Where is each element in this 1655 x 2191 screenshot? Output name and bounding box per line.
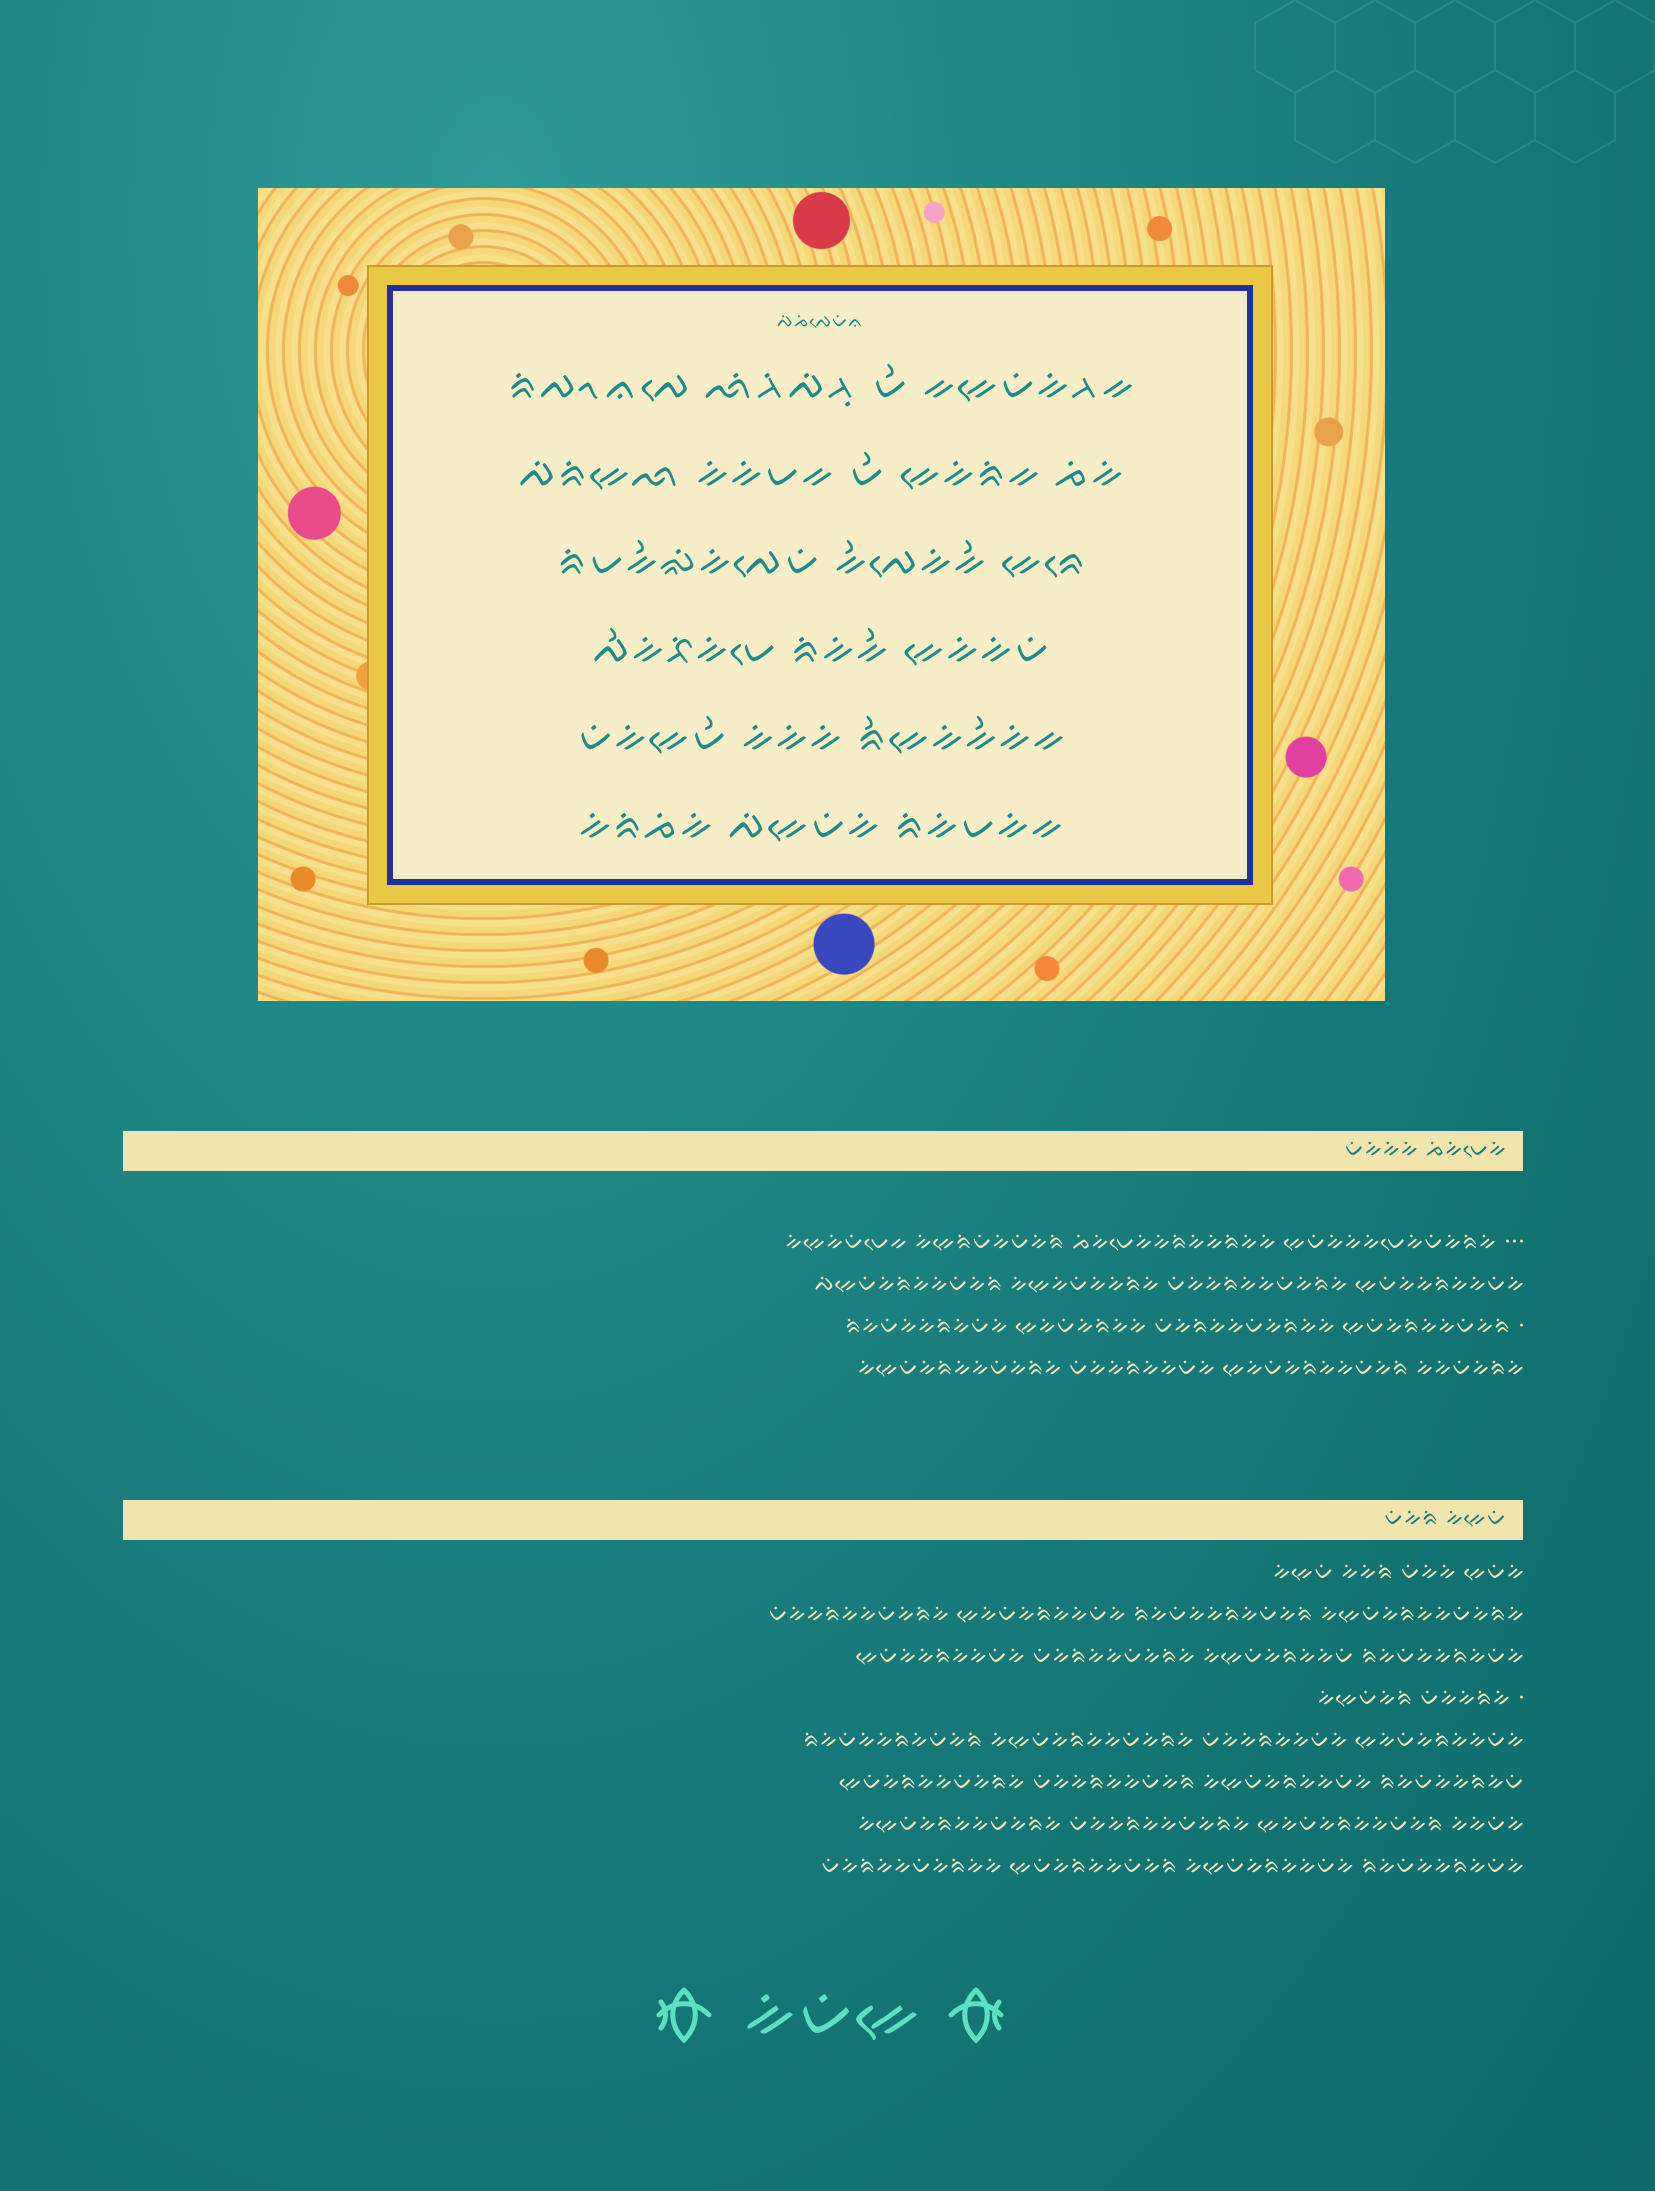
- paragraph-line: ᨑᨗᨀᨗᨆᨗᨀᨗᨀᨗᨑᨗᨀᨗᨆᨗᨀᨗᨑᨗ ᨀᨗᨀᨙᨆᨗᨀᨗᨑᨗᨀᨗᨀᨗᨆᨗᨀᨗᨑᨗᨀᨗ ᨆᨗᨀᨗᨀᨗᨑᨗᨀᨗᨀᨗᨆᨗᨀᨗ ᨀᨙᨀᨗᨆᨗᨀᨗᨑᨗᨀᨗᨀᨗᨆᨗᨀᨗ: [803, 1728, 1525, 1753]
- paragraph-line: ᨀᨗᨀᨙᨀᨗᨆᨗᨆᨙᨀ ᨀᨗᨀᨙᨑᨗᨆᨗᨀᨗᨆᨗᨀᨗᨑᨗ ᨍᨗᨀᨗᨆᨙᨀᨗᨀᨗᨑᨗᨀᨗᨀᨗᨑᨗᨀᨗᨀᨗ ᨀᨙᨆᨗᨀᨗᨀᨗᨀᨗᨆᨙᨀᨗᨆᨗᨀᨗᨑᨗᨀᨗ ···: [785, 1230, 1525, 1255]
- hexagon-pattern-icon: [1235, 0, 1655, 200]
- calligraphy-line: ᨄᨛᨀᨗᨅᨗᨀᨗᨆᨙ ᨑᨗᨀᨗᨀᨛ ᨀᨙᨀᨗᨀᨗᨆᨗ: [590, 627, 1050, 673]
- calligraphy-line: ᨄᨗᨑᨗᨀᨙᨒ ᨀᨗᨀᨗᨆᨀ ᨆᨛ ᨀᨙᨀᨗᨑᨗᨀ ᨍᨗᨀᨗ: [516, 451, 1124, 497]
- section-paragraph: [125, 1552, 1525, 1888]
- section-title-bar: ᨆᨗᨀᨗᨀᨗᨀᨗ ᨍᨗᨀᨗᨆᨙᨀᨗ: [123, 1131, 1523, 1171]
- footer-ornament: [540, 1965, 1120, 2065]
- paragraph-line: ᨑᨗᨀᨗᨆᨗᨀᨗᨀᨗᨑᨗᨀᨗᨆᨗᨀᨗ ᨀᨙᨀᨗᨆᨗᨀᨗᨑᨗᨀᨗᨀᨗ ᨆᨗᨀᨗᨑᨗᨀᨗᨀᨗᨆᨗᨀᨗᨑᨗᨀᨗᨀᨗ ᨀᨙᨆᨗᨀᨗᨑᨗᨀᨗᨀᨗᨆᨗᨀᨗᨑᨗ ·: [845, 1314, 1525, 1339]
- calligraphy-line: ᨀᨗᨑᨗᨍᨗᨀᨗ ᨄᨗᨀᨙᨆᨗᨀᨗ ᨑᨗᨀᨗᨆᨀᨗᨀ: [577, 803, 1063, 849]
- illuminated-manuscript: [258, 188, 1385, 1001]
- paragraph-line: ᨆᨗᨀᨗᨑᨗᨀᨗᨀᨗᨆᨗᨀᨗᨑᨗᨀᨗᨀᨗ ᨀᨙᨆᨗᨀᨗᨑᨗᨀᨗᨀᨗᨆᨗᨀᨗᨑᨗ ᨀᨗᨀᨙᨆᨗᨀᨗᨑᨗᨀᨗᨀᨗᨆᨗᨀᨗ ᨑᨗᨀᨗᨆᨗᨀᨗᨀᨗᨑᨗᨀᨗᨆᨗᨀᨗ: [821, 1854, 1525, 1879]
- fleur-de-lis-left-icon: [649, 1980, 719, 2050]
- calligraphy-heading: ᨄᨗᨍᨗᨄᨙᨆᨗᨊ: [776, 311, 864, 332]
- manuscript-inner-panel: [387, 285, 1253, 885]
- paragraph-line: ᨀᨗᨀᨙᨆᨗᨀᨗᨑᨗᨀᨗᨀᨗᨆᨗᨀᨗᨑᨗᨀᨗ ᨆᨗᨀᨗᨀᨗᨑᨗᨀᨗᨀᨗᨆᨗᨀᨗᨑᨗᨀᨗ ᨀᨙᨀᨗᨆᨗᨀᨗᨑᨗᨀᨗᨀᨗᨆᨗᨀᨗᨑᨗ ᨀᨗᨀᨗᨆᨗᨀᨗ: [858, 1812, 1525, 1837]
- fleur-de-lis-right-icon: [941, 1980, 1011, 2050]
- section-paragraph: [125, 1222, 1525, 1390]
- calligraphy-line: ᨆᨗᨀᨗᨀᨙᨆᨛ ᨀᨗᨀᨗᨀᨗ ᨑᨛᨀᨙᨀᨗᨀᨛᨀᨗᨀ: [575, 715, 1065, 761]
- manuscript-frame: [367, 265, 1273, 905]
- paragraph-line: ᨀᨙᨆᨗᨀᨗᨀᨗᨑᨗᨀᨗᨀᨗᨆᨗᨀᨗ ᨆᨗᨀᨗᨑᨗᨀᨗᨀᨗᨆᨗᨀᨗᨑᨗᨀᨗ ᨀᨗᨀᨙᨆᨗᨀᨗᨑᨗᨀᨗᨀᨗᨆᨗ ᨑᨗᨀᨗᨆᨗᨀᨗᨀᨗᨑᨗᨀᨗᨆᨗᨀᨗ: [856, 1644, 1525, 1669]
- paragraph-line: ᨀᨙᨆᨗᨀᨗᨑᨗᨀᨗᨀᨗᨆᨗᨀᨗᨑᨗᨀᨗ ᨆᨗᨀᨗᨀᨗᨑᨗᨀᨗᨀᨗᨆᨗᨀᨗᨑᨗ ᨀᨗᨀᨙᨆᨗᨀᨗᨑᨗᨀᨗᨀᨗᨆᨗᨀᨗ ᨑᨗᨀᨗᨆᨗᨀᨗᨀᨗᨑᨗᨀᨗᨆᨗ: [839, 1770, 1525, 1795]
- ornament-word: ᨀᨗᨆᨗᨀᨙ: [741, 1978, 919, 2052]
- calligraphy-line: ᨑᨗᨆᨀᨛᨋᨗᨀᨗᨄᨙᨆᨗ ᨀᨛᨄᨙᨀᨗᨀᨛ ᨀᨙᨑᨙ: [555, 539, 1085, 585]
- paragraph-line: ᨆᨗᨀᨗᨀᨗᨑᨗᨀᨗᨀᨗᨆᨗᨀᨗᨑᨗᨀᨗ ᨀᨙᨀᨗᨆᨗᨀᨗᨑᨗᨀᨗᨀᨗᨆᨗᨀᨗ ᨑᨗᨀᨗᨆᨗᨀᨗᨀᨗᨑᨗᨀᨗᨆᨗᨀᨗᨑᨗ ᨀᨗᨀᨙᨆᨗᨀᨗᨑᨗᨀᨗᨀᨗᨆᨗᨀᨗᨑᨗᨀᨗ: [768, 1602, 1525, 1627]
- paragraph-line: ᨀᨗᨀᨙᨆᨗ ᨀᨗᨀᨗᨑᨗ ᨆᨗᨀᨗᨀᨗ ᨀᨙᨆᨗᨀᨗ: [1273, 1560, 1525, 1585]
- calligraphy-text: [423, 311, 1217, 865]
- paragraph-line: ᨀᨗᨀᨙᨆᨗᨀᨗᨑᨗ ᨆᨗᨀᨗᨀᨗᨑᨗᨀᨗ ·: [1317, 1686, 1525, 1711]
- calligraphy-line: ᨑᨗᨄᨚᨊᨄᨙ ᨒᨗᨂᨗᨄᨗᨂᨘ ᨆᨛ ᨀᨀᨙᨆᨗᨀᨗᨂᨀ: [506, 363, 1134, 409]
- paragraph-line: ᨀᨗᨀᨙᨆᨗᨀᨗᨑᨗᨀᨗᨀᨗᨆᨗᨀᨗᨑᨗᨀᨗ ᨆᨗᨀᨗᨀᨗᨑᨗᨀᨗᨀᨗᨆᨗᨀᨗ ᨀᨙᨀᨗᨆᨗᨀᨗᨑᨗᨀᨗᨀᨗᨆᨗᨀᨗᨑᨗ ᨀᨗᨀᨗᨆᨗᨀᨗᨑᨗᨀᨗ: [858, 1356, 1525, 1381]
- paragraph-line: ᨄᨗᨀᨙᨆᨗᨀᨗᨑᨗᨀᨗᨀᨗᨆᨗᨀᨗᨑᨗ ᨀᨗᨀᨙᨀᨗᨆᨗᨀᨗᨀᨗᨑᨗᨀᨗ ᨆᨗᨀᨗᨀᨗᨑᨗᨀᨗᨀᨗᨆᨗᨀᨗᨑᨗᨀᨗ ᨀᨙᨆᨗᨀᨗᨀᨗᨑᨗᨀᨗᨀᨗᨆᨗᨀᨗ: [814, 1272, 1525, 1297]
- section-title-bar: ᨆᨗᨀᨗᨑᨗ ᨀᨗᨀᨙᨆᨗ: [123, 1500, 1523, 1540]
